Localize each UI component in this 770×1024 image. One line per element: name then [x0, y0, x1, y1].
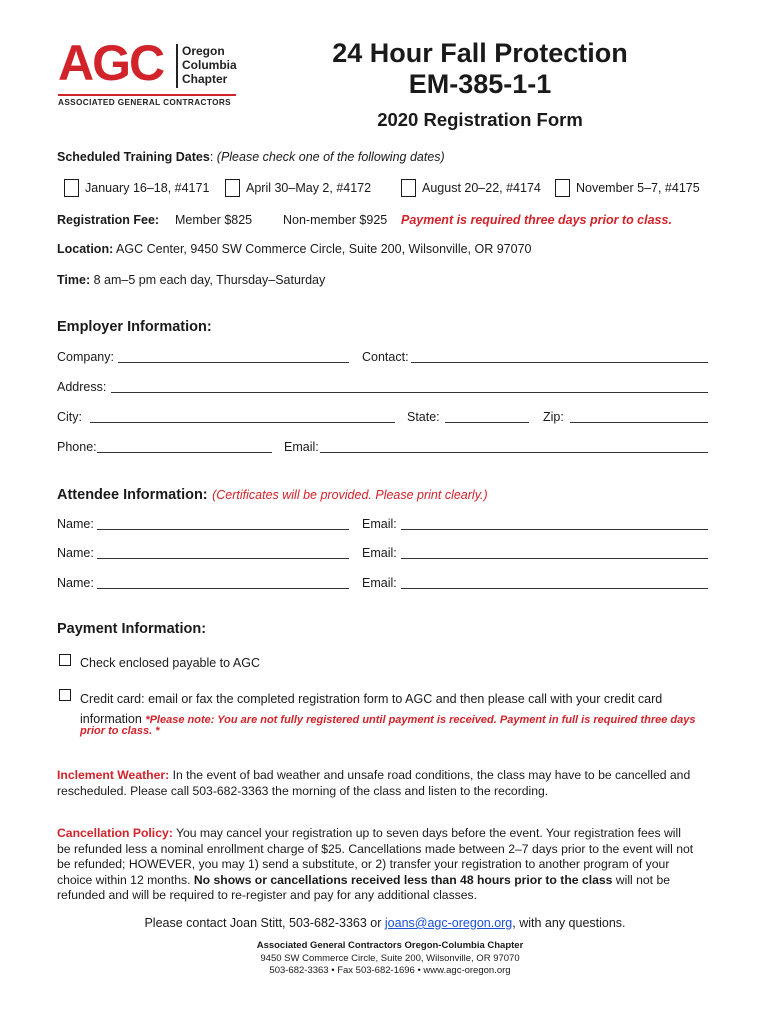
time-value: 8 am–5 pm each day, Thursday–Saturday	[93, 273, 326, 287]
contact-prefix: Please contact Joan Stitt, 503-682-3363 or	[144, 916, 385, 930]
cancellation-line4-bold: No shows or cancellations received less than 48 hours prior to the class	[193, 872, 613, 887]
employer-email-field[interactable]	[320, 441, 708, 453]
attendee-heading-row	[57, 486, 488, 504]
footer-address: 9450 SW Commerce Circle, Suite 200, Wilsonville, OR 97070	[260, 952, 520, 964]
title-line1: 24 Hour Fall Protection	[332, 38, 628, 68]
attendee-email-field-3[interactable]	[401, 577, 708, 589]
date-checkbox-1[interactable]	[64, 179, 79, 197]
payment-card-line2: information	[80, 712, 146, 726]
date-checkbox-2[interactable]	[225, 179, 240, 197]
payment-heading: Payment Information:	[57, 621, 207, 637]
attendee-name-field-1[interactable]	[97, 518, 349, 530]
location-row	[57, 242, 532, 256]
attendee-name-field-3[interactable]	[97, 577, 349, 589]
logo-tagline: ASSOCIATED GENERAL CONTRACTORS	[58, 98, 232, 107]
contact-field[interactable]	[411, 351, 708, 363]
time-row	[57, 273, 325, 287]
date-label-1: January 16–18, #4171	[85, 181, 210, 195]
cancellation-paragraph	[57, 826, 727, 904]
attendee-name-label-3: Name:	[57, 576, 94, 590]
attendee-email-label-1: Email:	[362, 517, 397, 531]
attendee-name-label-1: Name:	[57, 517, 94, 531]
location-label: Location:	[57, 242, 114, 256]
cancellation-line3: be refunded; HOWEVER, you may 1) send a substitute, or 2) transfer your registration to another program of your	[57, 857, 670, 871]
time-label: Time:	[57, 273, 91, 287]
cancellation-line2: be refunded less a nominal enrollment charge of $25. Cancellations made between 2–7 days prior to the event will not	[57, 841, 694, 856]
footer-phones: 503-682-3363 • Fax 503-682-1696 • www.agc-oregon.org	[269, 965, 511, 976]
company-label: Company:	[57, 350, 114, 364]
contact-line	[0, 916, 770, 930]
logo-chapter-line2: Columbia	[182, 58, 237, 72]
zip-label: Zip:	[543, 410, 564, 424]
date-label-3: August 20–22, #4174	[422, 181, 541, 195]
city-field[interactable]	[90, 411, 395, 423]
title-line2: EM-385-1-1	[408, 69, 552, 99]
address-label: Address:	[57, 380, 107, 394]
payment-note-line2: prior to class. *	[80, 725, 160, 737]
cancellation-label: Cancellation Policy:	[57, 826, 173, 840]
state-label: State:	[407, 410, 440, 424]
phone-label: Phone:	[57, 440, 97, 454]
attendee-email-label-3: Email:	[362, 576, 397, 590]
payment-note-line1: *Please note: You are not fully registered until payment is received. Payment in full is required three days	[145, 714, 696, 726]
weather-line2: rescheduled. Please call 503-682-3363 the morning of the class and listen to the recording.	[57, 783, 549, 798]
phone-field[interactable]	[97, 441, 272, 453]
form-subtitle: 2020 Registration Form	[377, 109, 583, 130]
employer-heading: Employer Information:	[57, 319, 212, 335]
date-checkbox-4[interactable]	[555, 179, 570, 197]
cancellation-line4a: choice within 12 months.	[57, 872, 194, 887]
cancellation-line1: You may cancel your registration up to seven days before the event. Your registration fees will	[172, 826, 681, 840]
fee-note: Payment is required three days prior to class.	[401, 213, 672, 227]
logo-rule	[58, 94, 236, 96]
payment-card-line2-row	[80, 710, 695, 728]
attendee-note: (Certificates will be provided. Please print clearly.)	[212, 488, 488, 502]
logo-chapter-line3: Chapter	[182, 72, 228, 86]
footer-org: Associated General Contractors Oregon-Columbia Chapter	[256, 940, 524, 951]
logo-chapter-line1: Oregon	[182, 44, 225, 58]
address-field[interactable]	[111, 381, 708, 393]
schedule-colon: :	[209, 150, 217, 164]
payment-check-checkbox[interactable]	[59, 654, 71, 666]
weather-paragraph	[57, 768, 727, 799]
payment-card-checkbox[interactable]	[59, 689, 71, 701]
attendee-heading: Attendee Information:	[57, 487, 208, 503]
date-label-2: April 30–May 2, #4172	[246, 181, 372, 195]
cancellation-line5: refunded and will be required to re-register and pay for any additional classes.	[57, 888, 478, 902]
attendee-email-label-2: Email:	[362, 546, 397, 560]
weather-line1: In the event of bad weather and unsafe road conditions, the class may have to be cancelled and	[169, 768, 691, 782]
date-label-4: November 5–7, #4175	[576, 181, 700, 195]
city-label: City:	[57, 410, 82, 424]
fee-nonmember: Non-member $925	[283, 213, 388, 227]
logo-mark: AGC	[58, 35, 164, 91]
date-checkbox-3[interactable]	[401, 179, 416, 197]
contact-suffix: , with any questions.	[512, 916, 626, 930]
company-field[interactable]	[118, 351, 349, 363]
state-field[interactable]	[445, 411, 529, 423]
location-value: AGC Center, 9450 SW Commerce Circle, Suite 200, Wilsonville, OR 97070	[116, 242, 532, 256]
attendee-email-field-2[interactable]	[401, 547, 708, 559]
cancellation-line4b: will not be	[612, 872, 671, 887]
schedule-instruction: (Please check one of the following dates)	[216, 150, 445, 164]
form-title	[290, 38, 670, 131]
employer-email-label: Email:	[284, 440, 319, 454]
schedule-label-row	[57, 150, 445, 164]
footer	[0, 940, 770, 978]
payment-check-label: Check enclosed payable to AGC	[80, 656, 260, 670]
contact-email-link[interactable]: joans@agc-oregon.org	[384, 916, 513, 930]
contact-label: Contact:	[362, 350, 409, 364]
attendee-name-label-2: Name:	[57, 546, 94, 560]
attendee-name-field-2[interactable]	[97, 547, 349, 559]
fee-member: Member $825	[175, 213, 253, 227]
schedule-label: Scheduled Training Dates	[57, 150, 210, 164]
payment-card-line1: Credit card: email or fax the completed registration form to AGC and then please call with your credit card	[80, 692, 663, 706]
zip-field[interactable]	[570, 411, 708, 423]
attendee-email-field-1[interactable]	[401, 518, 708, 530]
fee-label: Registration Fee:	[57, 213, 160, 227]
agc-logo	[58, 35, 240, 112]
logo-divider	[176, 44, 178, 88]
weather-label: Inclement Weather:	[57, 768, 170, 782]
